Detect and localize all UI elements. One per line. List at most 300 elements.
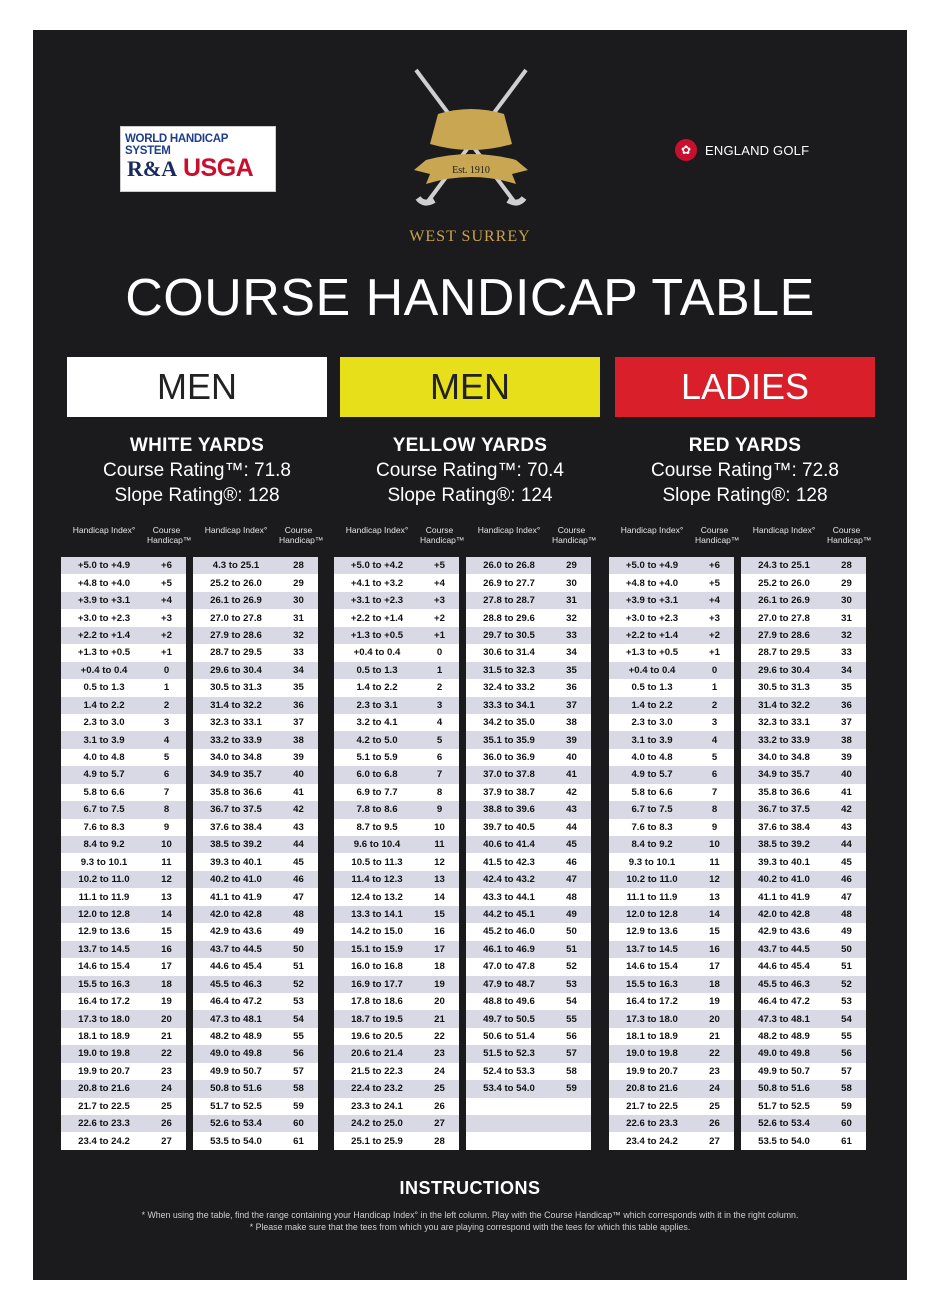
course-handicap-value: 21: [161, 1031, 172, 1043]
slope-rating: Slope Rating®: 128: [662, 485, 828, 506]
handicap-index-range: 17.3 to 18.0: [626, 1013, 678, 1025]
course-handicap-value: 24: [161, 1083, 172, 1095]
table-row: [61, 1115, 186, 1132]
course-handicap-value: +4: [709, 595, 720, 607]
course-handicap-value: 31: [841, 612, 852, 624]
table-row: [61, 1080, 186, 1097]
course-handicap-value: 12: [434, 856, 445, 868]
course-handicap-value: 30: [566, 577, 577, 589]
handicap-index-range: 23.4 to 24.2: [626, 1135, 678, 1147]
handicap-index-range: 16.9 to 17.7: [351, 978, 403, 990]
course-handicap-value: 12: [709, 874, 720, 886]
handicap-index-range: 19.6 to 20.5: [351, 1031, 403, 1043]
course-handicap-value: 53: [841, 996, 852, 1008]
course-handicap-value: 4: [711, 734, 718, 746]
course-handicap-value: 18: [709, 978, 720, 990]
course-handicap-value: 4: [163, 734, 170, 746]
handicap-index-range: 4.0 to 4.8: [631, 752, 673, 764]
table-row: [609, 958, 734, 975]
table-row: [61, 627, 186, 644]
table-row: [334, 853, 459, 870]
course-handicap-value: 31: [566, 595, 577, 607]
table-row: [334, 731, 459, 748]
table-row: [609, 1132, 734, 1149]
table-row: [61, 941, 186, 958]
course-handicap-value: 45: [566, 839, 577, 851]
handicap-index-range: 23.3 to 24.1: [351, 1100, 403, 1112]
table-row: [609, 697, 734, 714]
table-row: [193, 592, 318, 609]
course-handicap-value: 59: [566, 1083, 577, 1095]
table-row: [193, 923, 318, 940]
table-row: [741, 1098, 866, 1115]
handicap-index-range: 42.9 to 43.6: [210, 926, 262, 938]
instructions-line-1: * When using the table, find the range containing your Handicap Index° in the left column. Play with the Course Handicap™ which corresponds with it in the right column.: [141, 1210, 799, 1220]
course-handicap-value: 61: [841, 1135, 852, 1147]
course-handicap-value: 11: [161, 856, 172, 868]
table-row: [466, 801, 591, 818]
table-row: [193, 627, 318, 644]
table-row: [466, 1132, 591, 1149]
table-row: [61, 1010, 186, 1027]
handicap-index-range: 53.5 to 54.0: [758, 1135, 810, 1147]
course-handicap-value: 44: [841, 839, 852, 851]
handicap-index-range: 39.7 to 40.5: [483, 821, 535, 833]
table-row: [609, 819, 734, 836]
table-row: [609, 731, 734, 748]
handicap-index-range: 14.6 to 15.4: [626, 961, 678, 973]
table-row: [741, 1063, 866, 1080]
handicap-index-range: 14.6 to 15.4: [78, 961, 130, 973]
handicap-index-range: 15.5 to 16.3: [626, 978, 678, 990]
table-row: [741, 941, 866, 958]
table-row: [61, 1028, 186, 1045]
handicap-index-range: 6.7 to 7.5: [83, 804, 125, 816]
table-row: [466, 888, 591, 905]
handicap-index-range: 12.9 to 13.6: [78, 926, 130, 938]
handicap-index-range: 8.7 to 9.5: [356, 821, 398, 833]
course-handicap-value: 47: [566, 874, 577, 886]
table-row: [609, 749, 734, 766]
handicap-index-range: 48.8 to 49.6: [483, 996, 535, 1008]
group-label: MEN: [340, 357, 600, 417]
course-handicap-value: 46: [566, 856, 577, 868]
course-handicap-value: 5: [436, 734, 443, 746]
handicap-table-right: [741, 557, 866, 1150]
table-row: [741, 1045, 866, 1062]
column-header-course-handicap: Course Handicap™: [279, 525, 324, 545]
handicap-index-range: 26.9 to 27.7: [483, 577, 535, 589]
handicap-index-range: 22.4 to 23.2: [351, 1083, 403, 1095]
handicap-index-range: 47.9 to 48.7: [483, 978, 535, 990]
handicap-index-range: 24.3 to 25.1: [758, 560, 810, 572]
table-row: [61, 836, 186, 853]
course-handicap-value: 16: [161, 943, 172, 955]
course-handicap-value: 54: [293, 1013, 304, 1025]
course-handicap-value: 16: [434, 926, 445, 938]
handicap-index-range: 37.6 to 38.4: [758, 821, 810, 833]
handicap-index-range: 29.7 to 30.5: [483, 629, 535, 641]
column-header-handicap-index: Handicap Index°: [345, 525, 409, 535]
table-row: [466, 1115, 591, 1132]
table-row: [334, 574, 459, 591]
course-handicap-value: 39: [566, 734, 577, 746]
handicap-index-range: 32.3 to 33.1: [210, 717, 262, 729]
course-handicap-value: 8: [163, 804, 170, 816]
handicap-index-range: 42.0 to 42.8: [210, 908, 262, 920]
table-row: [741, 749, 866, 766]
table-row: [741, 609, 866, 626]
handicap-index-range: 51.7 to 52.5: [758, 1100, 810, 1112]
course-handicap-value: 3: [436, 699, 443, 711]
table-row: [193, 731, 318, 748]
course-handicap-value: 56: [293, 1048, 304, 1060]
table-row: [609, 853, 734, 870]
handicap-index-range: 12.0 to 12.8: [78, 908, 130, 920]
course-handicap-value: +6: [709, 560, 720, 572]
course-handicap-value: 43: [566, 804, 577, 816]
world-handicap-system-logo: [120, 126, 276, 192]
course-handicap-value: 26: [161, 1118, 172, 1130]
table-row: [609, 871, 734, 888]
table-row: [466, 958, 591, 975]
table-row: [334, 784, 459, 801]
course-handicap-value: 13: [434, 874, 445, 886]
handicap-index-range: 0.5 to 1.3: [83, 682, 125, 694]
column-header-handicap-index: Handicap Index°: [72, 525, 136, 535]
tee-info: [67, 435, 327, 507]
table-row: [609, 906, 734, 923]
handicap-index-range: 30.6 to 31.4: [483, 647, 535, 659]
course-handicap-value: 38: [566, 717, 577, 729]
column-header-course-handicap: Course Handicap™: [552, 525, 597, 545]
ra-logo-text: R&A: [127, 156, 178, 181]
table-row: [741, 993, 866, 1010]
course-handicap-value: 32: [293, 629, 304, 641]
handicap-index-range: 34.9 to 35.7: [758, 769, 810, 781]
table-row: [193, 1132, 318, 1149]
course-handicap-value: 59: [293, 1100, 304, 1112]
table-row: [741, 644, 866, 661]
handicap-index-range: 38.8 to 39.6: [483, 804, 535, 816]
course-handicap-value: 24: [709, 1083, 720, 1095]
handicap-index-range: 22.6 to 23.3: [626, 1118, 678, 1130]
table-row: [193, 958, 318, 975]
table-row: [334, 1115, 459, 1132]
table-row: [334, 1132, 459, 1149]
handicap-index-range: 42.9 to 43.6: [758, 926, 810, 938]
group-label: MEN: [67, 357, 327, 417]
table-row: [334, 609, 459, 626]
table-row: [609, 592, 734, 609]
handicap-index-range: 1.4 to 2.2: [83, 699, 125, 711]
course-handicap-value: 29: [293, 577, 304, 589]
table-row: [741, 1115, 866, 1132]
table-row: [334, 1080, 459, 1097]
table-row: [334, 888, 459, 905]
handicap-index-range: 4.3 to 25.1: [212, 560, 260, 572]
course-handicap-value: 15: [709, 926, 720, 938]
handicap-index-range: 0.5 to 1.3: [356, 664, 398, 676]
table-row: [61, 906, 186, 923]
handicap-index-range: +4.8 to +4.0: [625, 577, 679, 589]
handicap-index-range: 10.2 to 11.0: [626, 874, 678, 886]
table-row: [741, 871, 866, 888]
course-handicap-value: 30: [293, 595, 304, 607]
course-handicap-value: 59: [841, 1100, 852, 1112]
course-handicap-value: 13: [709, 891, 720, 903]
handicap-index-range: 49.9 to 50.7: [210, 1065, 262, 1077]
course-handicap-value: +3: [161, 612, 172, 624]
course-handicap-value: 5: [711, 752, 718, 764]
table-row: [609, 627, 734, 644]
course-handicap-value: 47: [841, 891, 852, 903]
handicap-index-range: 37.0 to 37.8: [483, 769, 535, 781]
course-handicap-value: 45: [841, 856, 852, 868]
whs-logo-text: WORLD HANDICAP SYSTEM: [125, 133, 228, 157]
course-handicap-value: 28: [293, 560, 304, 572]
table-row: [466, 697, 591, 714]
handicap-index-range: 33.2 to 33.9: [758, 734, 810, 746]
table-row: [466, 1045, 591, 1062]
handicap-index-range: 47.3 to 48.1: [210, 1013, 262, 1025]
handicap-index-range: 26.0 to 26.8: [483, 560, 535, 572]
handicap-index-range: +5.0 to +4.2: [350, 560, 404, 572]
handicap-index-range: 43.3 to 44.1: [483, 891, 535, 903]
course-handicap-value: 3: [711, 717, 718, 729]
course-handicap-value: 48: [841, 908, 852, 920]
handicap-index-range: 9.3 to 10.1: [80, 856, 128, 868]
table-row: [466, 993, 591, 1010]
handicap-index-range: 37.9 to 38.7: [483, 786, 535, 798]
instructions-title: INSTRUCTIONS: [399, 1178, 541, 1198]
table-row: [61, 714, 186, 731]
table-row: [334, 1063, 459, 1080]
handicap-index-range: 34.0 to 34.8: [758, 752, 810, 764]
tee-info: [340, 435, 600, 507]
table-row: [466, 557, 591, 574]
table-row: [193, 836, 318, 853]
handicap-index-range: 15.5 to 16.3: [78, 978, 130, 990]
handicap-index-range: 33.2 to 33.9: [210, 734, 262, 746]
handicap-index-range: 46.1 to 46.9: [483, 943, 535, 955]
table-row: [334, 941, 459, 958]
course-handicap-value: 55: [293, 1031, 304, 1043]
table-row: [466, 976, 591, 993]
course-handicap-value: 6: [436, 752, 443, 764]
table-row: [609, 1010, 734, 1027]
table-row: [334, 766, 459, 783]
handicap-index-range: 36.7 to 37.5: [210, 804, 262, 816]
course-handicap-value: 40: [841, 769, 852, 781]
course-rating: Course Rating™: 70.4: [376, 460, 564, 481]
table-row: [466, 592, 591, 609]
course-handicap-value: 0: [711, 664, 718, 676]
course-handicap-value: 33: [841, 647, 852, 659]
column-header-course-handicap: Course Handicap™: [420, 525, 465, 545]
course-handicap-value: 44: [566, 821, 577, 833]
table-row: [466, 784, 591, 801]
table-row: [609, 557, 734, 574]
table-row: [61, 1063, 186, 1080]
course-handicap-value: 22: [709, 1048, 720, 1060]
course-handicap-value: 42: [566, 786, 577, 798]
course-rating: Course Rating™: 72.8: [651, 460, 839, 481]
course-handicap-value: +5: [709, 577, 720, 589]
course-handicap-value: 0: [163, 664, 170, 676]
table-row: [609, 662, 734, 679]
table-row: [466, 836, 591, 853]
handicap-index-range: 33.3 to 34.1: [483, 699, 535, 711]
handicap-index-range: 12.9 to 13.6: [626, 926, 678, 938]
table-row: [193, 662, 318, 679]
table-row: [741, 923, 866, 940]
table-row: [61, 679, 186, 696]
handicap-index-range: 14.2 to 15.0: [351, 926, 403, 938]
handicap-index-range: 19.9 to 20.7: [78, 1065, 130, 1077]
course-handicap-value: 21: [709, 1031, 720, 1043]
course-handicap-value: 21: [434, 1013, 445, 1025]
handicap-index-range: 22.6 to 23.3: [78, 1118, 130, 1130]
handicap-index-range: 28.7 to 29.5: [210, 647, 262, 659]
handicap-index-range: +3.9 to +3.1: [625, 595, 679, 607]
handicap-index-range: +5.0 to +4.9: [77, 560, 131, 572]
table-row: [741, 888, 866, 905]
course-handicap-value: 49: [566, 908, 577, 920]
england-golf-rose-icon: ✿: [675, 139, 697, 161]
course-handicap-value: 58: [293, 1083, 304, 1095]
table-row: [334, 819, 459, 836]
course-handicap-value: 9: [436, 804, 443, 816]
table-row: [61, 819, 186, 836]
table-row: [609, 644, 734, 661]
course-handicap-value: 17: [161, 961, 172, 973]
course-handicap-value: 6: [163, 769, 170, 781]
table-row: [193, 1080, 318, 1097]
course-handicap-value: 51: [566, 943, 577, 955]
course-handicap-value: 41: [841, 786, 852, 798]
course-handicap-value: +4: [161, 595, 172, 607]
table-row: [466, 819, 591, 836]
table-row: [466, 1028, 591, 1045]
course-handicap-value: 50: [566, 926, 577, 938]
handicap-index-range: +0.4 to 0.4: [628, 664, 676, 676]
table-row: [193, 644, 318, 661]
course-handicap-value: 13: [161, 891, 172, 903]
course-handicap-value: 57: [293, 1065, 304, 1077]
course-handicap-value: 56: [566, 1031, 577, 1043]
handicap-index-range: 39.3 to 40.1: [758, 856, 810, 868]
handicap-index-range: 38.5 to 39.2: [758, 839, 810, 851]
handicap-index-range: 27.8 to 28.7: [483, 595, 535, 607]
course-handicap-value: +4: [434, 577, 445, 589]
handicap-index-range: 5.8 to 6.6: [83, 786, 125, 798]
handicap-index-range: 16.0 to 16.8: [351, 961, 403, 973]
course-handicap-value: 5: [163, 752, 170, 764]
table-row: [466, 749, 591, 766]
table-row: [61, 731, 186, 748]
course-handicap-value: 27: [709, 1135, 720, 1147]
table-row: [466, 644, 591, 661]
course-handicap-value: 49: [841, 926, 852, 938]
table-row: [334, 644, 459, 661]
course-handicap-value: 15: [161, 926, 172, 938]
course-handicap-value: 60: [293, 1118, 304, 1130]
handicap-index-range: 11.1 to 11.9: [626, 891, 678, 903]
table-row: [193, 819, 318, 836]
handicap-index-range: +4.1 to +3.2: [350, 577, 404, 589]
course-handicap-value: 11: [709, 856, 720, 868]
handicap-table-left: [61, 557, 186, 1150]
tee-yards: YELLOW YARDS: [392, 435, 548, 456]
course-handicap-value: 18: [161, 978, 172, 990]
table-row: [466, 1080, 591, 1097]
handicap-index-range: 40.2 to 41.0: [758, 874, 810, 886]
handicap-index-range: 35.8 to 36.6: [758, 786, 810, 798]
handicap-index-range: 6.9 to 7.7: [356, 786, 398, 798]
table-row: [741, 906, 866, 923]
table-row: [193, 976, 318, 993]
course-handicap-value: 14: [434, 891, 445, 903]
england-golf-text: ENGLAND GOLF: [705, 142, 810, 158]
table-row: [466, 853, 591, 870]
table-row: [609, 941, 734, 958]
course-handicap-value: 23: [709, 1065, 720, 1077]
handicap-index-range: 25.2 to 26.0: [210, 577, 262, 589]
handicap-index-range: 16.4 to 17.2: [626, 996, 678, 1008]
handicap-index-range: 17.8 to 18.6: [351, 996, 403, 1008]
table-row: [466, 871, 591, 888]
course-handicap-value: 17: [709, 961, 720, 973]
handicap-index-range: 50.8 to 51.6: [210, 1083, 262, 1095]
handicap-index-range: 50.8 to 51.6: [758, 1083, 810, 1095]
handicap-index-range: 18.1 to 18.9: [78, 1031, 130, 1043]
table-row: [61, 993, 186, 1010]
handicap-index-range: 36.7 to 37.5: [758, 804, 810, 816]
course-handicap-value: 46: [841, 874, 852, 886]
table-row: [741, 592, 866, 609]
table-row: [334, 627, 459, 644]
handicap-index-range: 13.7 to 14.5: [626, 943, 678, 955]
table-row: [334, 749, 459, 766]
course-handicap-value: +5: [434, 560, 445, 572]
handicap-index-range: +5.0 to +4.9: [625, 560, 679, 572]
course-handicap-value: 51: [841, 961, 852, 973]
course-handicap-value: 28: [434, 1135, 445, 1147]
table-row: [466, 923, 591, 940]
table-row: [609, 1115, 734, 1132]
table-row: [334, 557, 459, 574]
handicap-index-range: 19.0 to 19.8: [626, 1048, 678, 1060]
table-row: [741, 784, 866, 801]
course-handicap-value: 49: [293, 926, 304, 938]
usga-logo-text: USGA: [183, 154, 254, 182]
handicap-index-range: 43.7 to 44.5: [210, 943, 262, 955]
course-handicap-value: 34: [841, 664, 852, 676]
table-row: [609, 993, 734, 1010]
course-handicap-value: 47: [293, 891, 304, 903]
table-row: [193, 1010, 318, 1027]
course-handicap-value: 34: [566, 647, 577, 659]
table-row: [334, 592, 459, 609]
handicap-index-range: 26.1 to 26.9: [758, 595, 810, 607]
table-row: [193, 941, 318, 958]
table-row: [193, 1028, 318, 1045]
handicap-index-range: 4.9 to 5.7: [83, 769, 125, 781]
handicap-index-range: 32.4 to 33.2: [483, 682, 535, 694]
table-row: [193, 993, 318, 1010]
course-handicap-value: 39: [293, 752, 304, 764]
